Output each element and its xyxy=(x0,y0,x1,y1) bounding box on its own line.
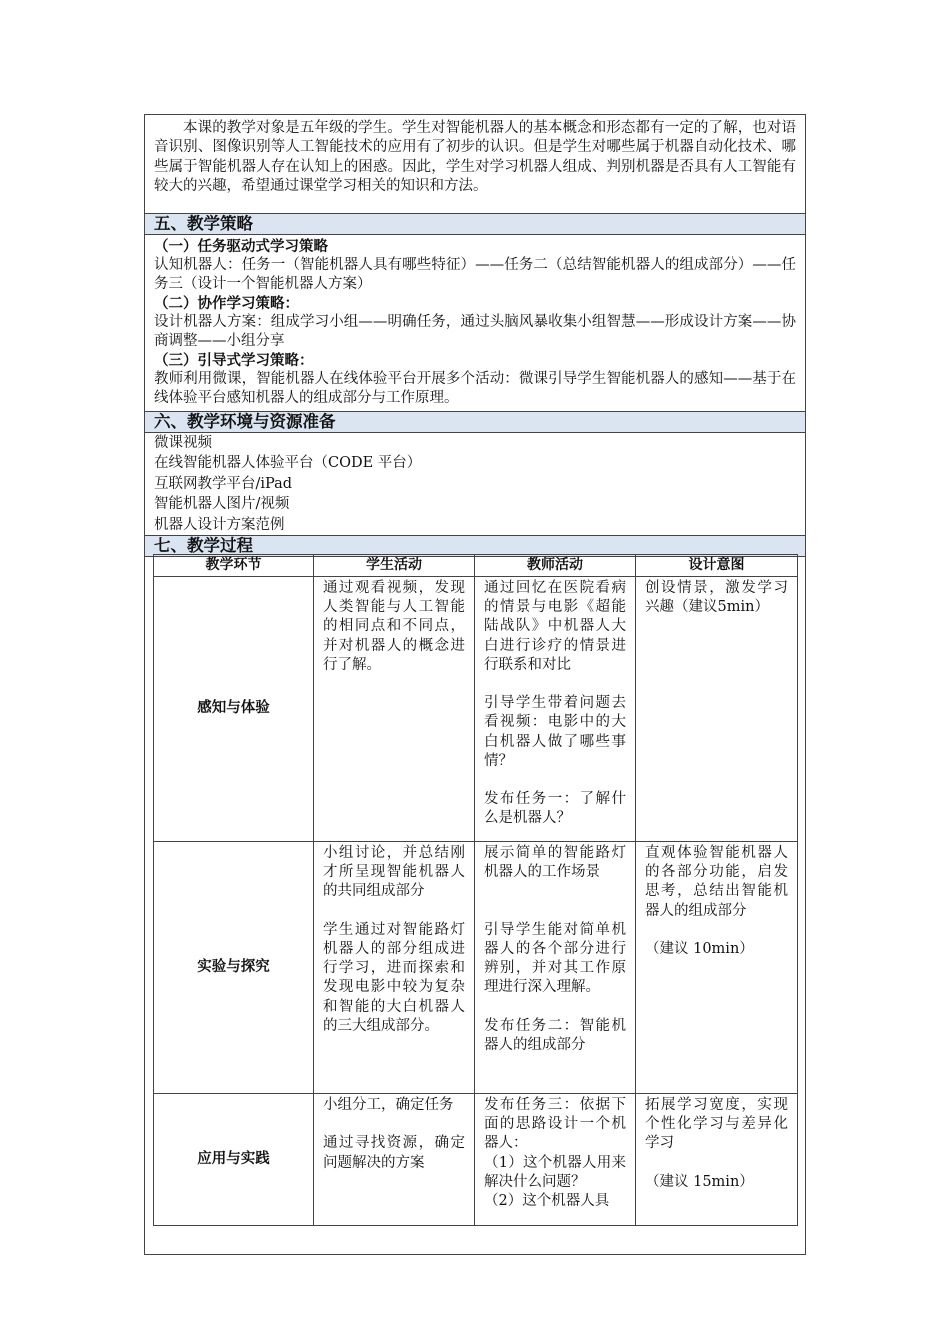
resource-item: 互联网教学平台/iPad xyxy=(154,475,293,492)
resource-item: 微课视频 xyxy=(154,435,212,451)
design-intent-cell xyxy=(636,842,798,1094)
teacher-activity-text: 通过回忆在医院看病的情景与电影《超能陆战队》中机器人大白进行诊疗的情景进行联系和对比 xyxy=(484,580,626,673)
stage-cell: 实验与探究 xyxy=(154,842,314,1094)
strategy-cell xyxy=(145,235,806,412)
student-activity-text: 学生通过对智能路灯机器人的部分组成进行学习，进而探索和发现电影中较为复杂和智能的大白机器人的三大组成部分。 xyxy=(323,921,465,1034)
header-teacher: 教师活动 xyxy=(475,555,636,577)
section-title-environment: 六、教学环境与资源准备 xyxy=(154,412,336,431)
table-row xyxy=(154,577,798,842)
strategy-3-title: （三）引导式学习策略： xyxy=(154,352,314,369)
table-row xyxy=(154,842,798,1094)
header-intent: 设计意图 xyxy=(636,555,798,577)
lesson-plan-page xyxy=(144,114,806,1255)
resource-item: 机器人设计方案范例 xyxy=(154,516,285,533)
design-intent-cell xyxy=(636,1094,798,1226)
design-intent-text: 拓展学习宽度，实现个性化学习与差异化学习 xyxy=(645,1097,788,1152)
learner-analysis-cell xyxy=(145,115,806,214)
design-intent-text: 直观体验智能机器人的各部分功能，启发思考，总结出智能机器人的组成部分 xyxy=(645,845,788,919)
teacher-activity-text: 引导学生能对简单机器人的各个部分进行辨别，并对其工作原理进行深入理解。 xyxy=(484,921,626,996)
student-activity-text: 小组讨论，并总结刚才所呈现智能机器人的共同组成部分 xyxy=(323,845,465,900)
section-title-process: 七、教学过程 xyxy=(154,536,253,556)
teacher-activity-text: （1）这个机器人用来解决什么问题？ xyxy=(484,1154,626,1190)
strategy-1-body: 认知机器人：任务一（智能机器人具有哪些特征）——任务二（总结智能机器人的组成部分）——任务三（设计一个智能机器人方案） xyxy=(154,257,796,292)
design-intent-cell xyxy=(636,577,798,842)
teacher-activity-text: 引导学生带着问题去看视频：电影中的大白机器人做了哪些事情？ xyxy=(484,695,626,769)
process-table xyxy=(153,554,798,1226)
resource-item: 智能机器人图片/视频 xyxy=(154,496,290,513)
section-heading-environment xyxy=(145,412,806,433)
design-intent-text: 创设情景，激发学习兴趣（建议5min） xyxy=(645,580,788,616)
process-header-row xyxy=(154,555,798,577)
student-activity-cell xyxy=(314,577,475,842)
student-activity-text: 通过观看视频，发现人类智能与人工智能的相同点和不同点，并对机器人的概念进行了解。 xyxy=(323,580,465,673)
header-student: 学生活动 xyxy=(314,555,475,577)
teacher-activity-cell xyxy=(475,842,636,1094)
strategy-2-title: （二）协作学习策略： xyxy=(154,295,299,312)
student-activity-text: 通过寻找资源，确定问题解决的方案 xyxy=(323,1135,465,1171)
stage-cell: 应用与实践 xyxy=(154,1094,314,1226)
strategy-2-body: 设计机器人方案：组成学习小组——明确任务，通过头脑风暴收集小组智慧——形成设计方案——协商调整——小组分享 xyxy=(154,314,796,349)
header-stage: 教学环节 xyxy=(154,555,314,577)
section-title-strategy: 五、教学策略 xyxy=(154,214,253,233)
design-intent-text: （建议 10min） xyxy=(645,941,754,957)
resource-item: 在线智能机器人体验平台（CODE 平台） xyxy=(154,455,422,472)
teacher-activity-text: （2）这个机器人具 xyxy=(484,1193,610,1210)
teacher-activity-text: 发布任务一：了解什么是机器人？ xyxy=(484,791,626,827)
stage-cell: 感知与体验 xyxy=(154,577,314,842)
resources-cell xyxy=(145,433,806,536)
strategy-3-body: 教师利用微课，智能机器人在线体验平台开展多个活动：微课引导学生智能机器人的感知——基于在线体验平台感知机器人的组成部分与工作原理。 xyxy=(154,371,796,406)
teacher-activity-text: 发布任务三：依据下面的思路设计一个机器人： xyxy=(484,1097,626,1152)
teacher-activity-cell xyxy=(475,1094,636,1226)
teacher-activity-cell xyxy=(475,577,636,842)
strategy-1-title: （一）任务驱动式学习策略 xyxy=(154,238,328,255)
design-intent-text: （建议 15min） xyxy=(645,1173,754,1190)
teacher-activity-text: 展示简单的智能路灯机器人的工作场景 xyxy=(484,845,626,881)
student-activity-cell xyxy=(314,842,475,1094)
learner-analysis-text: 本课的教学对象是五年级的学生。学生对智能机器人的基本概念和形态都有一定的了解，也对语音识别、图像识别等人工智能技术的应用有了初步的认识。但是学生对哪些属于机器自动化技术、哪些属于智能机器人存在认知上的困惑。因此，学生对学习机器人组成、判别机器是否具有人工智能有较大的兴趣，希望通过课堂学习相关的知识和方法。 xyxy=(154,120,796,195)
table-row xyxy=(154,1094,798,1226)
teacher-activity-text: 发布任务二：智能机器人的组成部分 xyxy=(484,1017,626,1053)
student-activity-text: 小组分工，确定任务 xyxy=(323,1097,454,1113)
student-activity-cell xyxy=(314,1094,475,1226)
section-heading-strategy xyxy=(145,214,806,235)
